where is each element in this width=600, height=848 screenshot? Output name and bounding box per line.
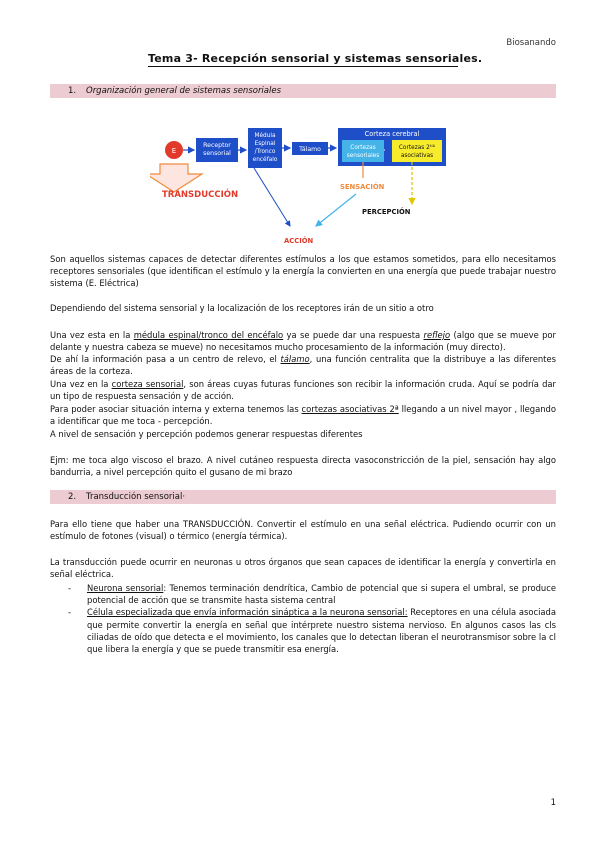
svg-text:sensoriales: sensoriales <box>346 153 380 159</box>
paragraph-respuestas: A nivel de sensación y percepción podemos generar respuestas diferentes <box>50 429 363 439</box>
paragraph-intro: Son aquellos sistemas capaces de detectar diferentes estímulos a los que estamos sometidos, para ello necesitamos receptores sensoriales (que identifican el estímulo y la energía la convierten en una energía que puede trabajar nuestro sistema (E. Eléctrica) <box>50 254 556 289</box>
diagram-svg <box>150 112 450 252</box>
sensacion-label: SENSACIÓN <box>340 183 385 191</box>
header-brand: Biosanando <box>506 38 556 48</box>
svg-text:sensorial: sensorial <box>203 150 231 157</box>
section-number: 2. <box>68 492 77 502</box>
svg-text:Espinal: Espinal <box>254 141 276 147</box>
list-item: - Célula especializada que envía información sináptica a la neurona sensorial: Receptores en una célula asociada que permite convertir la energía en señal que intérprete nuestro sistema nervioso. En algunos casos las cls ciliadas de oído que detecta e el movimiento, los canales que lo detectan liberan el neurotransmisor sobre la cl que libera la energía y que se puede transmitir esa energía. <box>68 607 556 655</box>
section-heading-1 <box>50 84 556 98</box>
page-number: 1 <box>550 798 556 808</box>
svg-text:Cortezas: Cortezas <box>350 145 376 151</box>
svg-text:Tálamo: Tálamo <box>299 146 321 153</box>
paragraph-neuronas: La transducción puede ocurrir en neuronas u otros órganos que sean capaces de identificar la energía y convertirla en señal eléctrica. <box>50 557 556 580</box>
stimulus-label: E <box>171 147 177 155</box>
svg-text:/Tronco: /Tronco <box>254 149 276 155</box>
list-item: - Neurona sensorial: Tenemos terminación dendrítica, Cambio de potencial que si supera el umbral, se produce potencial de acción que se transmite hasta sistema central <box>68 583 556 606</box>
page-title: Tema 3- Recepción sensorial y sistemas sensoriales. <box>148 52 483 65</box>
paragraph-talamo: De ahí la información pasa a un centro de relevo, el tálamo, una función centralita que la distribuye a las diferentes áreas de la corteza. <box>50 354 556 377</box>
svg-text:asociativas: asociativas <box>400 153 434 159</box>
paragraph-medula: Una vez esta en la médula espinal/tronco del encéfalo ya se puede dar una respuesta reflejo (algo que se mueve por delante y nuestra cabeza se mueve) no necesitamos mucho procesamiento de la información (muy directo). <box>50 330 556 353</box>
svg-text:encéfalo: encéfalo <box>252 157 278 163</box>
sensory-system-diagram <box>150 112 450 252</box>
bullet-list <box>50 582 556 655</box>
section-title: Transducción sensorial· <box>86 492 186 502</box>
svg-text:Receptor: Receptor <box>203 142 231 149</box>
transduccion-label: TRANSDUCCIÓN <box>162 190 239 200</box>
svg-text:Médula: Médula <box>254 133 276 139</box>
paragraph-example: Ejm: me toca algo viscoso el brazo. A nivel cutáneo respuesta directa vasoconstricción de la piel, sensación hay algo bandurria, a nivel percepción quito el gusano de mi brazo <box>50 455 556 478</box>
accion-label: ACCIÓN <box>284 237 314 245</box>
section-heading-2 <box>50 490 556 504</box>
transduction-arrow <box>150 164 202 192</box>
svg-text:Cortezas 2ᵗᴵᴬ: Cortezas 2ᵗᴵᴬ <box>398 145 436 151</box>
section-number: 1. <box>68 86 77 96</box>
paragraph-transduccion: Para ello tiene que haber una TRANSDUCCIÓN. Convertir el estímulo en una señal eléctrica. Pudiendo ocurrir con un estímulo de fotones (visual) o térmico (energía térmica). <box>50 519 556 542</box>
paragraph-corteza-sensorial: Una vez en la corteza sensorial, son áreas cuyas futuras funciones son recibir la información cruda. Aquí se podría dar un tipo de respuesta sensación y de acción. <box>50 379 556 402</box>
section-title: Organización general de sistemas sensoriales <box>86 86 282 96</box>
svg-text:Corteza cerebral: Corteza cerebral <box>364 130 420 138</box>
paragraph-cortezas-asociativas: Para poder asociar situación interna y externa tenemos las cortezas asociativas 2ª llegando a un nivel mayor , llegando a identificar que me toca - percepción. <box>50 404 556 427</box>
paragraph-localization: Dependiendo del sistema sensorial y la localización de los receptores irán de un sitio a otro <box>50 303 434 313</box>
percepcion-label: PERCEPCIÓN <box>362 208 411 216</box>
